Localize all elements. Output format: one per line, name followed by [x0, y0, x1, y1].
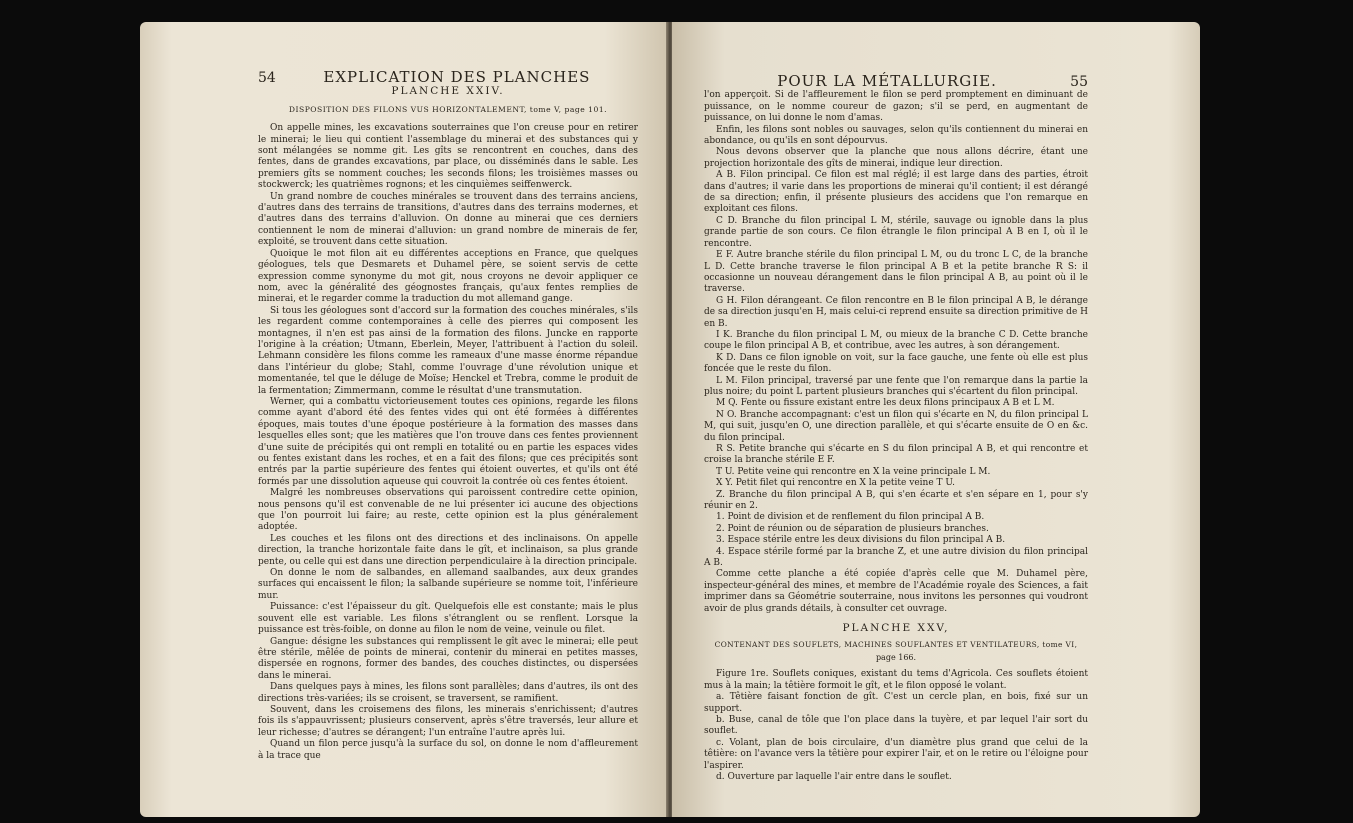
paragraph: Quoique le mot filon ait eu différentes acceptions en France, que quelques géologues, tels que Desmarets et Duhamel père, se soient servis de cette expression comme synonyme du mot git, nous croyons ne devoir appliquer ce nom, avec la généralité des géognostes français, qu'aux fentes remplies de minerai, et le regarder comme la traduction du mot allemand gange.: [258, 248, 638, 305]
plate-page-reference: page 166.: [875, 652, 917, 662]
paragraph: l'on apperçoit. Si de l'affleurement le filon se perd promptement en diminuant de puissance, on le nomme coureur de gazon; s'il se perd, en augmentant de puissance, on lui donne le nom d'amas.: [704, 90, 1088, 124]
paragraph: a. Têtière faisant fonction de gît. C'est un cercle plan, en bois, fixé sur un support.: [704, 692, 1088, 714]
right-running-head: [704, 72, 1088, 90]
paragraph: Z. Branche du filon principal A B, qui s'en écarte et s'en sépare en 1, pour s'y réunir en 2.: [704, 489, 1088, 512]
right-page: [672, 22, 1200, 817]
paragraph: b. Buse, canal de tôle que l'on place dans la tuyère, et par lequel l'air sort du souflet.: [704, 714, 1088, 737]
paragraph: T U. Petite veine qui rencontre en X la veine principale L M.: [716, 466, 991, 477]
paragraph: Quand un filon perce jusqu'à la surface du sol, on donne le nom d'affleurement à la trace que: [258, 739, 638, 761]
paragraph: d. Ouverture par laquelle l'air entre dans le souflet.: [716, 771, 952, 782]
paragraph: Puissance: c'est l'épaisseur du gît. Quelquefois elle est constante; mais le plus souvent elle est variable. Les filons s'étranglent ou se renflent. Lorsque la puissance est très-foible, on donne au filon le nom de veine, veinule ou filet.: [258, 602, 638, 636]
paragraph: Souvent, dans les croisemens des filons, les minerais s'enrichissent; d'autres fois ils s'appauvrissent; plusieurs conservent, après s'être traversés, leur allure et leur richesse; d'autres se dérangent; l'un entraîne l'autre après lui.: [258, 704, 638, 738]
paragraph: A B. Filon principal. Ce filon est mal réglé; il est large dans des parties, étroit dans d'autres; il varie dans les proportions de minerai qu'il contient; il est dérangé de sa direction; enfin, il présente plusieurs des accidens que l'on remarque en exploitant ces filons.: [704, 170, 1088, 215]
left-running-title: EXPLICATION DES PLANCHES: [323, 68, 591, 86]
paragraph: N O. Branche accompagnant: c'est un filon qui s'écarte en N, du filon principal L M, qui suit, jusqu'en O, une direction parallèle, et qui s'écarte ensuite de O en &c. du filon principal.: [704, 409, 1088, 443]
paragraph: 4. Espace stérile formé par la branche Z, et une autre division du filon principal A B.: [704, 546, 1088, 569]
book-spread: [140, 22, 1200, 817]
paragraph: Figure 1re. Souflets coniques, existant du tems d'Agricola. Ces souflets étoient mus à la main; la têtière formoit le gît, et le filon opposé le volant.: [704, 669, 1088, 691]
paragraph: Malgré les nombreuses observations qui paroissent contredire cette opinion, nous pensons qu'il est convenable de ne lui présenter ici aucune des objections que l'on pourroit lui faire; au reste, cette opinion est la plus généralement adoptée.: [258, 488, 638, 533]
paragraph: Si tous les géologues sont d'accord sur la formation des couches minérales, s'ils les regardent comme contemporaines à celle des pierres qui composent les montagnes, il n'en est pas ainsi de la formation des filons. Juncke en rapporte l'origine à la création; Utmann, Eberlein, Meyer, l'attribuent à l'action du soleil. Lehmann considère les filons comme les rameaux d'une masse énorme répandue dans l'intérieur du globe; Stahl, comme l'ouvrage d'une révolution unique et momentanée, tel que le déluge de Moïse; Henckel et Trebra, comme le produit de la fermentation; Zimmermann, comme le résultat d'une transmutation.: [258, 305, 638, 396]
paragraph: 3. Espace stérile entre les deux divisions du filon principal A B.: [716, 535, 1006, 546]
paragraph: I K. Branche du filon principal L M, ou mieux de la branche C D. Cette branche coupe le filon principal A B, et contribue, avec les autres, à son dérangement.: [704, 329, 1088, 352]
plate-subhead-xxv: CONTENANT DES SOUFLETS, MACHINES SOUFLANTES ET VENTILATEURS, tome VI,: [714, 639, 1078, 649]
paragraph: 1. Point de division et de renflement du filon principal A B.: [716, 512, 985, 523]
paragraph: K D. Dans ce filon ignoble on voit, sur la face gauche, une fente où elle est plus foncée que le reste du filon.: [704, 352, 1088, 375]
right-page-number: 55: [1070, 74, 1088, 90]
plate-subhead: DISPOSITION DES FILONS VUS HORIZONTALEMENT, tome V, page 101.: [288, 104, 608, 114]
paragraph: Gangue: désigne les substances qui remplissent le gît avec le minerai; elle peut être stérile, mêlée de points de minerai, contenir du minerai en petites masses, dispersée en rognons, former des bandes, des couches distinctes, ou dispersées dans le minerai.: [258, 636, 638, 681]
paragraph: C D. Branche du filon principal L M, stérile, sauvage ou ignoble dans la plus grande partie de son cours. Ce filon étrangle le filon principal A B en I, où il le rencontre.: [704, 215, 1088, 249]
paragraph: On donne le nom de salbandes, en allemand saalbandes, aux deux grandes surfaces qui encaissent le filon; la salbande supérieure se nomme toit, l'inférieure mur.: [258, 568, 638, 601]
paragraph: R S. Petite branche qui s'écarte en S du filon principal A B, et qui rencontre et croise la branche stérile E F.: [704, 444, 1088, 466]
paragraph: Un grand nombre de couches minérales se trouvent dans des terrains anciens, d'autres dans des terrains de transitions, d'autres dans des terrains modernes, et d'autres dans des terrains d'alluvion. On donne au minerai que ces derniers contiennent le nom de minerai d'alluvion: un grand nombre de minerais de fer, exploité, se trouvent dans cette situation.: [258, 191, 638, 248]
paragraph: M Q. Fente ou fissure existant entre les deux filons principaux A B et L M.: [716, 398, 1055, 409]
plate-title-xxiv: PLANCHE XXIV.: [391, 85, 505, 98]
paragraph: Les couches et les filons ont des directions et des inclinaisons. On appelle direction, la tranche horizontale faite dans le gît, et inclinaison, sa plus grande pente, ou celle qui est dans une direction perpendiculaire à la direction principale.: [258, 533, 638, 567]
right-page-content: [704, 72, 1088, 783]
left-page: [140, 22, 668, 817]
paragraph: Nous devons observer que la planche que nous allons décrire, étant une projection horizontale des gîts de minerai, indique leur direction.: [704, 147, 1088, 169]
paragraph: L M. Filon principal, traversé par une fente que l'on remarque dans la partie la plus noire; du point L partent plusieurs branches qui s'écartent du filon principal.: [704, 375, 1088, 397]
paragraph: Werner, qui a combattu victorieusement toutes ces opinions, regarde les filons comme ayant d'abord été des fentes vides qui ont été formées à différentes époques, mais toutes d'une époque postérieure à la formation des masses dans lesquelles elles sont; que les matières que l'on trouve dans ces fentes proviennent d'une suite de précipités qui ont rempli en totalité ou en partie les espaces vides ou fentes existant dans les roches, et en a fait des filons; que ces précipités sont entrés par la partie supérieure des fentes qui étoient ouvertes, et qu'ils ont été formés par une dissolution aqueuse qui couvroit la contrée où ces fentes étoient.: [258, 396, 638, 487]
left-page-content: [258, 68, 638, 762]
right-running-title: POUR LA MÉTALLURGIE.: [777, 72, 997, 90]
paragraph: G H. Filon dérangeant. Ce filon rencontre en B le filon principal A B, le dérange de sa direction jusqu'en H, mais celui-ci reprend ensuite sa direction primitive de H en B.: [704, 295, 1088, 329]
plate-title-xxv: PLANCHE XXV,: [842, 622, 950, 635]
paragraph: On appelle mines, les excavations souterraines que l'on creuse pour en retirer le minerai; le lieu qui contient l'assemblage du minerai et des substances qui y sont mélangées se nomme git. Les gîts se rencontrent en couches, dans des fentes, dans de grandes excavations, par place, ou disséminés dans le sable. Les premiers gîts se nomment couches; les seconds filons; les troisièmes masses ou stockwerck; les quatrièmes rognons; et les cinquièmes seiffenwerck.: [258, 123, 638, 191]
left-page-number: 54: [258, 70, 276, 86]
left-running-head: [258, 68, 638, 86]
paragraph: c. Volant, plan de bois circulaire, d'un diamètre plus grand que celui de la têtière: on l'avance vers la têtière pour expirer l'air, et on le retire ou l'éloigne pour l'aspirer.: [704, 737, 1088, 771]
paragraph: X Y. Petit filet qui rencontre en X la petite veine T U.: [716, 478, 955, 489]
paragraph: Dans quelques pays à mines, les filons sont parallèles; dans d'autres, ils ont des directions très-variées; ils se croisent, se traversent, se ramifient.: [258, 682, 638, 704]
paragraph: 2. Point de réunion ou de séparation de plusieurs branches.: [716, 523, 989, 534]
paragraph: Comme cette planche a été copiée d'après celle que M. Duhamel père, inspecteur-général des mines, et membre de l'Académie royale des Sciences, a fait imprimer dans sa Géométrie souterraine, nous invitons les personnes qui voudront avoir de plus grands détails, à consulter cet ouvrage.: [704, 569, 1088, 614]
paragraph: E F. Autre branche stérile du filon principal L M, ou du tronc L C, de la branche L D. Cette branche traverse le filon principal A B et la petite branche R S: il occasionne un nouveau dérangement dans le filon principal A B, au point où il le traverse.: [704, 250, 1088, 295]
paragraph: Enfin, les filons sont nobles ou sauvages, selon qu'ils contiennent du minerai en abondance, ou qu'ils en sont dépourvus.: [704, 124, 1088, 147]
